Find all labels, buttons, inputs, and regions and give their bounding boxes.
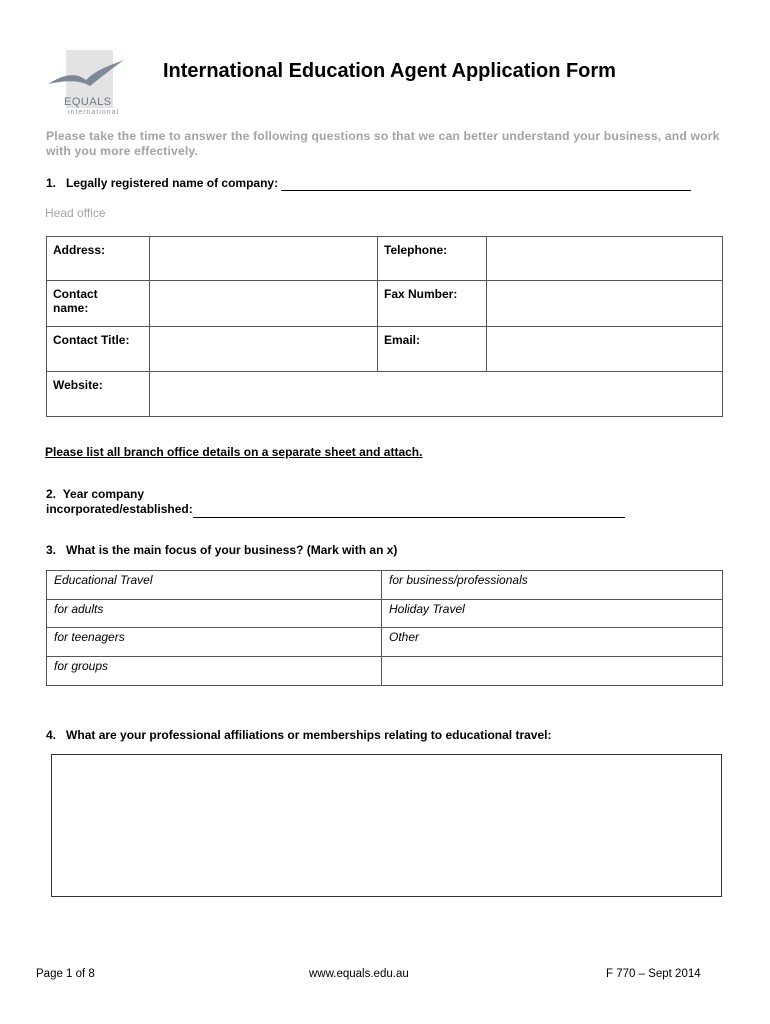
- address-label: Address:: [53, 243, 106, 257]
- equals-logo: [46, 50, 126, 120]
- question-4-number: 4.: [46, 728, 57, 742]
- business-focus-table: [46, 570, 723, 686]
- option-other[interactable]: [382, 628, 723, 657]
- option-label: for adults: [54, 602, 104, 616]
- option-label: for groups: [54, 659, 109, 673]
- telephone-label: Telephone:: [384, 243, 448, 257]
- logo-brand: EQUALS: [64, 96, 112, 108]
- contact-name-label: Contact name:: [53, 287, 98, 315]
- question-4-label: What are your professional affiliations or memberships relating to educational travel:: [66, 728, 552, 742]
- intro-text: Please take the time to answer the following questions so that we can better understand your business, and work with you more effectively.: [46, 129, 720, 158]
- question-1-number: 1.: [46, 176, 57, 190]
- contact-name-field[interactable]: [150, 281, 378, 327]
- page-number: Page 1 of 8: [36, 968, 95, 980]
- email-label: Email:: [384, 333, 421, 347]
- form-code: F 770 – Sept 2014: [606, 968, 701, 980]
- email-field[interactable]: [487, 327, 723, 372]
- page-title: International Education Agent Application Form: [163, 60, 616, 82]
- contact-title-label: Contact Title:: [53, 333, 130, 347]
- option-label: Other: [389, 630, 420, 644]
- question-1: [46, 176, 691, 191]
- telephone-field[interactable]: [487, 237, 723, 281]
- option-teenagers[interactable]: [47, 628, 382, 657]
- option-groups[interactable]: [47, 657, 382, 686]
- affiliations-answer-box[interactable]: [51, 754, 722, 897]
- fax-label: Fax Number:: [384, 287, 458, 301]
- logo-subtitle: international: [68, 109, 120, 116]
- question-3-label: What is the main focus of your business? (Mark with an x): [66, 543, 398, 557]
- option-adults[interactable]: [47, 600, 382, 628]
- option-label: for business/professionals: [389, 573, 528, 587]
- question-1-label: Legally registered name of company:: [66, 176, 279, 190]
- option-business-professionals[interactable]: [382, 571, 723, 600]
- year-established-field[interactable]: [193, 502, 625, 518]
- option-label: Holiday Travel: [389, 602, 465, 616]
- head-office-table: [46, 236, 723, 417]
- option-label: for teenagers: [54, 630, 125, 644]
- website-label: Website:: [53, 378, 103, 392]
- website-field[interactable]: [150, 372, 723, 417]
- question-2-line1: Year company: [62, 487, 145, 501]
- address-field[interactable]: [150, 237, 378, 281]
- question-3: [46, 543, 397, 557]
- question-2: [46, 487, 625, 518]
- company-name-field[interactable]: [281, 176, 691, 191]
- question-4: [46, 728, 551, 742]
- head-office-heading: Head office: [45, 206, 106, 220]
- branch-office-note: Please list all branch office details on a separate sheet and attach.: [45, 445, 423, 459]
- footer-website: www.equals.edu.au: [309, 968, 409, 980]
- question-2-line2: incorporated/established:: [46, 502, 193, 516]
- fax-field[interactable]: [487, 281, 723, 327]
- question-2-number: 2.: [46, 487, 57, 501]
- question-3-number: 3.: [46, 543, 57, 557]
- option-educational-travel[interactable]: [47, 571, 382, 600]
- option-empty[interactable]: [382, 657, 723, 686]
- option-label: Educational Travel: [54, 573, 153, 587]
- option-holiday-travel[interactable]: [382, 600, 723, 628]
- bird-icon: [46, 56, 126, 96]
- contact-title-field[interactable]: [150, 327, 378, 372]
